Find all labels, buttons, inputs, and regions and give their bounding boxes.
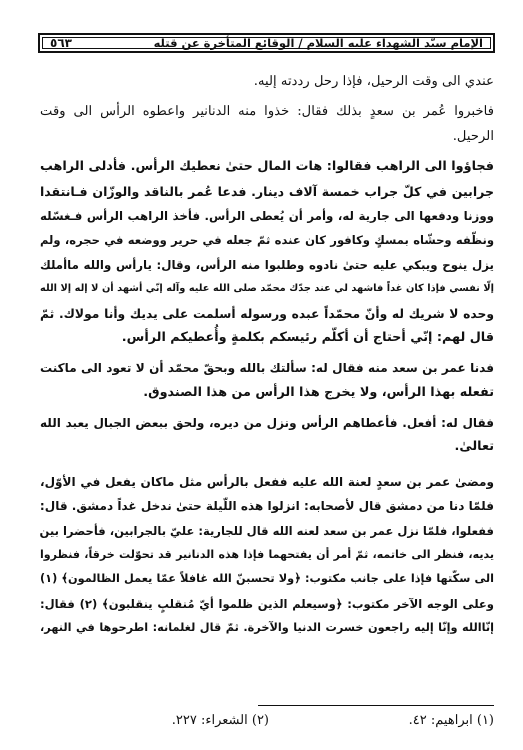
text-line: فاخبروا عُمر بن سعدٍ بذلك فقال: خذوا منه الدنانير واعطوه الرأس الى وقت — [40, 104, 494, 120]
text-line: الرحيل. — [452, 128, 494, 144]
text-line: فقال له: أفعل. فأعطاهم الرأس ونزل من ديره، ولحق ببعض الجبال يعبد الله — [40, 416, 494, 431]
footnotes — [40, 711, 494, 731]
text-line: فجاؤوا الى الراهب فقالوا: هات المال حتىٰ نعطيك الرأس. فأدلى الراهب — [40, 159, 494, 175]
text-line: عندي الى وقت الرحيل، فإذا رحل رددته إليه. — [253, 74, 494, 89]
footnote-1: (١) ابراهيم: ٤٢. — [408, 713, 494, 728]
header-title: الإمام سيّد الشهداء عليه السلام / الوقائع المتأخرة عن قتله — [153, 36, 483, 50]
footnote-divider — [258, 705, 494, 706]
text-line: ففعلوا، فلمّا نزل عمر بن سعد لعنه الله قال للجارية: عليّ بالجرابين، فأحضرا بين — [39, 523, 494, 538]
running-header — [38, 33, 495, 53]
text-line: فلمّا دنا من دمشق قال لأصحابه: انزلوا هذه اللّيلة حتىٰ ندخل غداً دمشق. قال: — [39, 499, 494, 514]
footnote-2: (٢) الشعراء: ٢٢٧. — [171, 713, 269, 728]
text-line: الى سكّتها فإذا على جانب مكتوب: ﴿ولا تحسبنّ الله غافلاً عمّا يعمل الظالمون﴾ (١) — [40, 572, 494, 586]
text-line: تفعله بهذا الرأس، ولا يخرج هذا الرأس من هذا الصندوق. — [143, 384, 494, 400]
main-text — [40, 70, 494, 641]
text-line: ومضىٰ عمر بن سعدٍ لعنة الله عليه ففعل بالرأس مثل ماكان يفعل في الأوّل، — [40, 474, 494, 489]
text-line: فدنا عمر بن سعد منه فقال له: سألتك بالله وبحقّ محمّد أن لا تعود الى ماكنت — [40, 361, 494, 376]
text-line: إنّاالله وإنّا إليه راجعون خسرت الدنيا والآخرة. ثمّ قال لغلمانه: اطرحوها في النهر، — [40, 621, 494, 635]
text-line: وحده لا شريك له وأنّ محمّداً عبده ورسوله أسلمت على يديك وأنا مولاك. ثمّ — [40, 306, 494, 321]
text-line: يديه، فنظر الى خاتمه، ثمّ أمر أن يفتحهما فإذا هذه الدنانير قد تحوّلت خرقاً، فنظروا — [40, 548, 494, 562]
text-line: جرابين في كلّ جراب خمسة آلاف دينار. فدعا عُمر بالناقد والوزّان فـانتقدا — [40, 183, 494, 199]
text-line: وعلى الوجه الآخر مكتوب: ﴿وسيعلم الذين ظلموا أيّ مُنقلبٍ ينقلبون﴾ (٢) فقال: — [40, 596, 494, 611]
text-line: ووزنا ودفعها الى جارية له، وأمر أن يُعطى الرأس. فأخذ الراهب الرأس فـغسّله — [40, 208, 494, 223]
text-line: ونظّفه وحشّاه بمسكٍ وكافور كان عنده ثمّ جعله في حرير ووضعه في حجره، ولم — [40, 233, 494, 248]
text-line: إلّا نفسي فإذا كان غداً فاشهد لي عند جدّك محمّد صلى الله عليه وآله إنّي أشهد أن لا إله إلا الله — [40, 283, 494, 295]
text-line: تعالىٰ. — [454, 439, 494, 455]
text-line: قال لهم: إنّي أحتاج أن أكلّم رئيسكم بكلمةٍ وأُعطيكم الرأس. — [121, 329, 494, 345]
page-number: ٥٦٣ — [50, 36, 72, 50]
text-line: يزل ينوح ويبكي عليه حتىٰ نادوه وطلبوا منه الرأس، وقال: يارأس والله ماأملك — [40, 257, 494, 272]
